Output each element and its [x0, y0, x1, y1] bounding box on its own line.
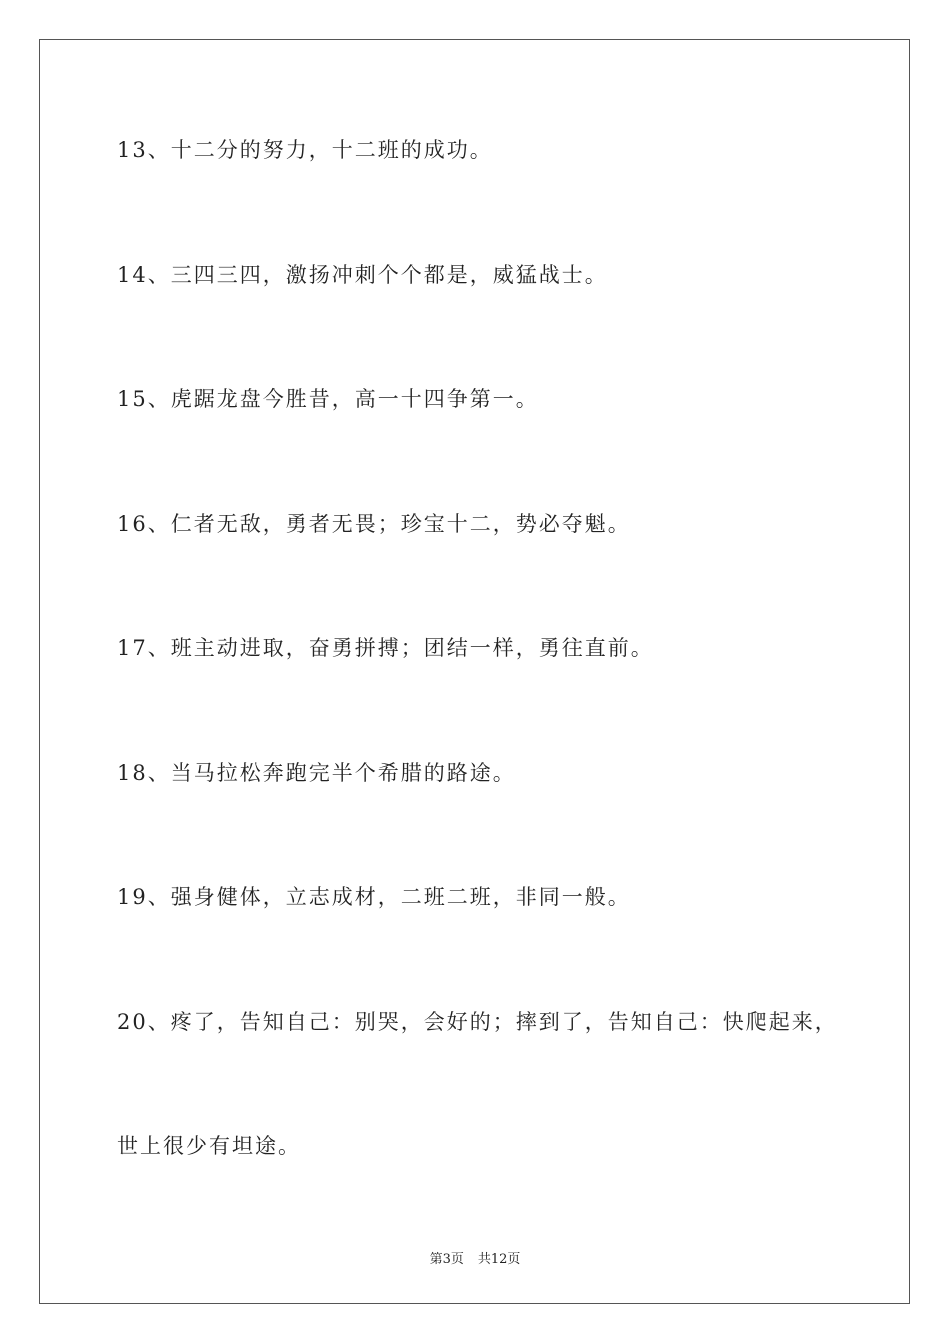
text-line-18: 18、当马拉松奔跑完半个希腊的路途。	[117, 761, 516, 785]
page-frame	[39, 39, 910, 1304]
text-line-19: 19、强身健体，立志成材，二班二班，非同一般。	[117, 885, 631, 909]
page-total: 共12页	[477, 1252, 521, 1267]
text-line-16: 16、仁者无敌，勇者无畏；珍宝十二，势必夺魁。	[117, 512, 631, 536]
page-number: 第3页	[429, 1252, 464, 1267]
page-footer	[0, 1248, 950, 1267]
text-line-15: 15、虎踞龙盘今胜昔，高一十四争第一。	[117, 387, 539, 411]
text-line-20: 20、疼了，告知自己：别哭，会好的；摔到了，告知自己：快爬起来，	[117, 1010, 838, 1034]
text-line-14: 14、三四三四，激扬冲刺个个都是，威猛战士。	[117, 263, 608, 287]
text-line-20-continued: 世上很少有坦途。	[117, 1134, 301, 1158]
text-line-17: 17、班主动进取，奋勇拼搏；团结一样，勇往直前。	[117, 636, 654, 660]
text-line-13: 13、十二分的努力，十二班的成功。	[117, 138, 493, 162]
